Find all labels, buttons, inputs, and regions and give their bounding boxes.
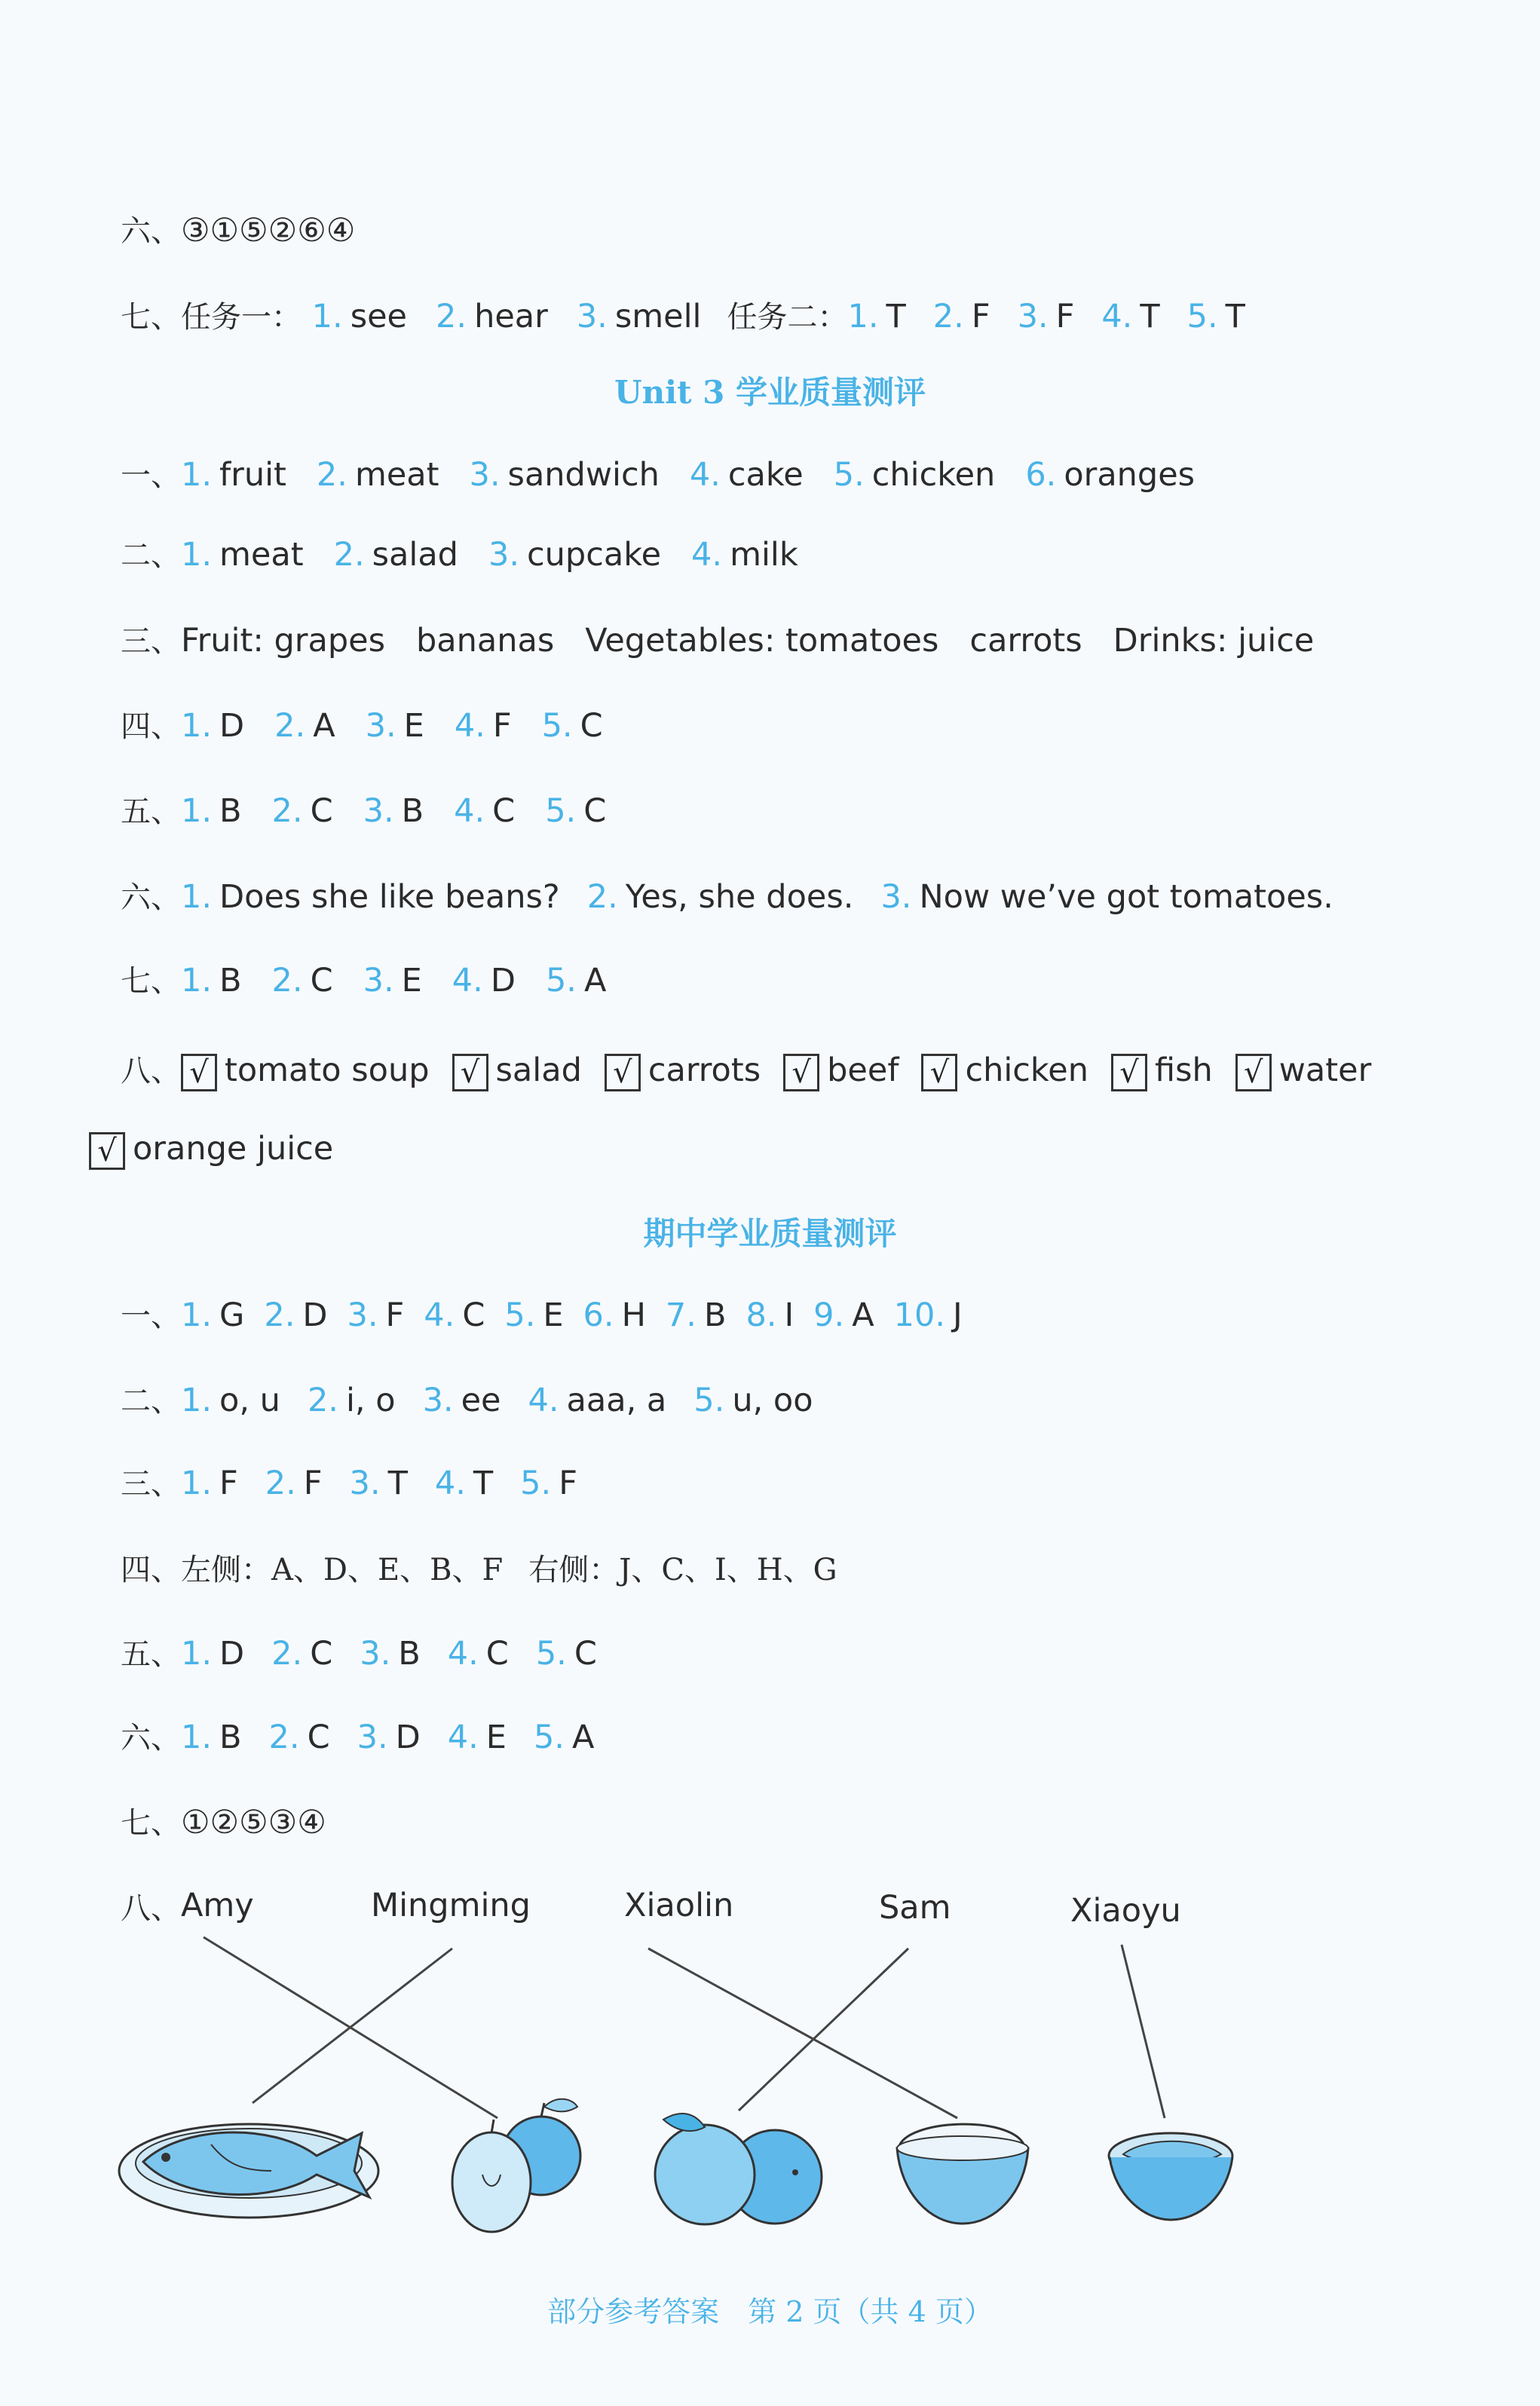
item-answer: E bbox=[485, 1719, 507, 1756]
item-number: 5. bbox=[504, 1296, 536, 1334]
item-number: 2. bbox=[333, 536, 365, 574]
item-answer: oranges bbox=[1064, 456, 1196, 494]
item-number: 1. bbox=[181, 1719, 213, 1756]
item-number: 2. bbox=[274, 707, 306, 745]
item-number: 2. bbox=[271, 962, 303, 999]
item-answer: A bbox=[313, 707, 335, 745]
item-answer: F bbox=[559, 1465, 577, 1502]
item-number: 2. bbox=[271, 792, 303, 830]
item-answer: meat bbox=[219, 536, 304, 574]
item-number: 3. bbox=[880, 878, 912, 916]
noodle-bowl-icon bbox=[1109, 2133, 1232, 2220]
midterm-line-1: 一、1. G 2. D 3. F 4. C 5. E 6. H 7. B 8. I 9. A 10. J bbox=[121, 1296, 963, 1334]
item-answer: meat bbox=[354, 456, 439, 494]
midterm-line-2: 二、1. o, u 2. i, o 3. ee 4. aaa, a 5. u, oo bbox=[121, 1382, 813, 1419]
check-box: √ bbox=[452, 1054, 488, 1091]
item-number: 4. bbox=[424, 1296, 455, 1334]
item-answer: F bbox=[971, 298, 990, 335]
midterm-line-8-label: 八、 bbox=[121, 1891, 181, 1926]
item-number: 2. bbox=[264, 1296, 295, 1334]
item-number: 3. bbox=[357, 1719, 388, 1756]
item-answer: fruit bbox=[219, 456, 286, 494]
item-answer: G bbox=[219, 1296, 245, 1334]
item-number: 2. bbox=[932, 298, 964, 335]
item-number: 1. bbox=[311, 298, 343, 335]
item-answer: o, u bbox=[219, 1382, 280, 1419]
unit3-line-3: 三、Fruit: grapes bananas Vegetables: tomatoes carrots Drinks: juice bbox=[121, 622, 1315, 660]
item-answer: C bbox=[462, 1296, 485, 1334]
check-box: √ bbox=[605, 1054, 641, 1091]
item-answer: E bbox=[401, 962, 422, 999]
item-answer: B bbox=[219, 792, 242, 830]
item-number: 1. bbox=[181, 536, 213, 574]
item-answer: cupcake bbox=[527, 536, 662, 574]
item-answer: milk bbox=[730, 536, 798, 574]
item-number: 5. bbox=[545, 792, 577, 830]
item-number: 10. bbox=[893, 1296, 946, 1334]
item-number: 5. bbox=[535, 1635, 567, 1673]
item-answer: J bbox=[953, 1296, 963, 1334]
midterm-title: 期中学业质量测评 bbox=[643, 1215, 897, 1252]
check-item-label: carrots bbox=[648, 1051, 761, 1089]
item-number: 1. bbox=[181, 878, 213, 916]
item-number: 4. bbox=[454, 792, 485, 830]
item-answer: C bbox=[492, 792, 516, 830]
item-answer: D bbox=[219, 707, 245, 745]
item-answer: D bbox=[490, 962, 516, 999]
rice-bowl-icon bbox=[897, 2124, 1028, 2224]
item-answer: C bbox=[583, 792, 607, 830]
item-number: 2. bbox=[265, 1465, 296, 1502]
item-answer: salad bbox=[372, 536, 458, 574]
item-answer: F bbox=[219, 1465, 238, 1502]
item-number: 3. bbox=[365, 707, 396, 745]
item-answer: u, oo bbox=[732, 1382, 813, 1419]
item-answer: F bbox=[1055, 298, 1075, 335]
answer-line-7a: 七、任务一： 1. see 2. hear 3. smell 任务二：1. T 2. F 3. F 4. T 5. T bbox=[121, 298, 1245, 335]
check-box: √ bbox=[1111, 1054, 1147, 1091]
item-answer: T bbox=[1140, 298, 1160, 335]
item-number: 1. bbox=[181, 1296, 213, 1334]
item-answer: sandwich bbox=[507, 456, 660, 494]
item-number: 2. bbox=[307, 1382, 338, 1419]
item-number: 1. bbox=[181, 792, 213, 830]
item-answer: C bbox=[485, 1635, 509, 1673]
item-number: 4. bbox=[434, 1465, 466, 1502]
item-answer: D bbox=[395, 1719, 421, 1756]
unit3-line-2: 二、1. meat 2. salad 3. cupcake 4. milk bbox=[121, 536, 798, 574]
item-answer: C bbox=[574, 1635, 597, 1673]
item-number: 5. bbox=[541, 707, 573, 745]
fish-plate-icon bbox=[119, 2124, 378, 2218]
item-answer: B bbox=[219, 1719, 242, 1756]
name-xiaoyu: Xiaoyu bbox=[1070, 1892, 1181, 1930]
item-answer: C bbox=[310, 962, 333, 999]
item-number: 4. bbox=[689, 456, 721, 494]
match-line-mingming bbox=[253, 1948, 452, 2103]
item-answer: F bbox=[492, 707, 512, 745]
unit3-title: Unit 3 学业质量测评 bbox=[614, 374, 926, 411]
item-answer: A bbox=[583, 962, 607, 999]
check-item-label: beef bbox=[827, 1051, 899, 1089]
item-answer: Yes, she does. bbox=[625, 878, 854, 916]
item-number: 5. bbox=[833, 456, 865, 494]
item-answer: A bbox=[571, 1719, 595, 1756]
item-number: 4. bbox=[454, 707, 485, 745]
item-number: 4. bbox=[452, 962, 483, 999]
name-xiaolin: Xiaolin bbox=[624, 1887, 734, 1924]
name-sam: Sam bbox=[879, 1889, 951, 1927]
item-number: 6. bbox=[1025, 456, 1057, 494]
unit3-line-6: 六、1. Does she like beans? 2. Yes, she does. 3. Now we’ve got tomatoes. bbox=[121, 878, 1333, 916]
midterm-line-4: 四、左侧：A、D、E、B、F 右侧：J、C、I、H、G bbox=[121, 1553, 837, 1587]
item-number: 6. bbox=[583, 1296, 614, 1334]
item-answer: aaa, a bbox=[566, 1382, 667, 1419]
unit3-line-5: 五、1. B 2. C 3. B 4. C 5. C bbox=[121, 792, 607, 830]
midterm-line-3: 三、1. F 2. F 3. T 4. T 5. F bbox=[121, 1465, 577, 1502]
item-number: 1. bbox=[181, 962, 213, 999]
item-answer: Now we’ve got tomatoes. bbox=[919, 878, 1333, 916]
item-answer: D bbox=[302, 1296, 328, 1334]
item-number: 5. bbox=[1186, 298, 1218, 335]
item-answer: A bbox=[852, 1296, 874, 1334]
apple-icon bbox=[452, 2099, 580, 2232]
item-answer: B bbox=[219, 962, 242, 999]
unit3-line-4: 四、1. D 2. A 3. E 4. F 5. C bbox=[121, 707, 603, 745]
unit3-line-7: 七、1. B 2. C 3. E 4. D 5. A bbox=[121, 962, 607, 999]
item-answer: smell bbox=[614, 298, 702, 335]
item-answer: I bbox=[784, 1296, 794, 1334]
midterm-line-5: 五、1. D 2. C 3. B 4. C 5. C bbox=[121, 1635, 597, 1673]
midterm-line-6: 六、1. B 2. C 3. D 4. E 5. A bbox=[121, 1719, 595, 1756]
page-footer: 部分参考答案 第 2 页（共 4 页） bbox=[547, 2295, 993, 2328]
answer-line-6a: 六、③①⑤②⑥④ bbox=[121, 212, 356, 249]
item-number: 2. bbox=[436, 298, 467, 335]
item-number: 5. bbox=[533, 1719, 565, 1756]
check-box: √ bbox=[1235, 1054, 1272, 1091]
item-number: 1. bbox=[847, 298, 879, 335]
item-answer: chicken bbox=[871, 456, 996, 494]
item-answer: Does she like beans? bbox=[219, 878, 560, 916]
check-item-label: water bbox=[1278, 1051, 1372, 1089]
unit3-line-8-wrap: √ orange juice bbox=[89, 1128, 333, 1170]
item-number: 5. bbox=[520, 1465, 552, 1502]
item-number: 3. bbox=[488, 536, 520, 574]
item-number: 8. bbox=[746, 1296, 777, 1334]
item-number: 7. bbox=[665, 1296, 697, 1334]
item-number: 1. bbox=[181, 1465, 213, 1502]
item-answer: see bbox=[350, 298, 408, 335]
item-number: 3. bbox=[363, 792, 394, 830]
item-answer: B bbox=[398, 1635, 421, 1673]
check-item-label: salad bbox=[495, 1051, 582, 1089]
unit3-line-8: 八、 √ tomato soup √ salad √ carrots √ beef √ chicken √ fish √ water bbox=[121, 1051, 1372, 1090]
item-number: 3. bbox=[347, 1296, 378, 1334]
name-mingming: Mingming bbox=[371, 1887, 531, 1924]
check-item-label: fish bbox=[1155, 1051, 1213, 1089]
item-number: 2. bbox=[268, 1719, 300, 1756]
item-number: 2. bbox=[316, 456, 347, 494]
item-number: 9. bbox=[813, 1296, 845, 1334]
item-number: 5. bbox=[693, 1382, 725, 1419]
item-answer: hear bbox=[474, 298, 548, 335]
midterm-line-7: 七、①②⑤③④ bbox=[121, 1804, 326, 1841]
item-answer: F bbox=[303, 1465, 323, 1502]
check-box: √ bbox=[89, 1132, 125, 1170]
item-answer: C bbox=[307, 1719, 330, 1756]
item-number: 5. bbox=[545, 962, 577, 999]
item-number: 3. bbox=[1017, 298, 1049, 335]
item-answer: D bbox=[219, 1635, 245, 1673]
item-answer: B bbox=[703, 1296, 727, 1334]
item-number: 4. bbox=[447, 1719, 479, 1756]
item-answer: T bbox=[473, 1465, 494, 1502]
item-answer: F bbox=[385, 1296, 405, 1334]
item-number: 1. bbox=[181, 707, 213, 745]
item-number: 3. bbox=[349, 1465, 381, 1502]
item-number: 3. bbox=[422, 1382, 454, 1419]
check-item-label: tomato soup bbox=[225, 1051, 430, 1089]
check-box: √ bbox=[921, 1054, 957, 1091]
item-number: 4. bbox=[691, 536, 723, 574]
item-answer: C bbox=[580, 707, 603, 745]
item-number: 4. bbox=[528, 1382, 559, 1419]
item-answer: B bbox=[401, 792, 424, 830]
item-answer: i, o bbox=[345, 1382, 396, 1419]
item-number: 3. bbox=[360, 1635, 391, 1673]
match-line-xiaolin bbox=[648, 1948, 957, 2118]
check-box: √ bbox=[783, 1054, 819, 1091]
item-answer: T bbox=[1225, 298, 1245, 335]
unit3-line-1: 一、1. fruit 2. meat 3. sandwich 4. cake 5. chicken 6. oranges bbox=[121, 456, 1196, 494]
item-answer: T bbox=[886, 298, 906, 335]
item-answer: C bbox=[310, 792, 333, 830]
check-item-label: chicken bbox=[965, 1051, 1089, 1089]
item-answer: E bbox=[543, 1296, 564, 1334]
item-number: 4. bbox=[1101, 298, 1133, 335]
match-line-sam bbox=[739, 1948, 908, 2111]
item-answer: E bbox=[403, 707, 424, 745]
item-number: 3. bbox=[363, 962, 394, 999]
item-number: 1. bbox=[181, 456, 213, 494]
item-answer: ee bbox=[461, 1382, 501, 1419]
item-number: 4. bbox=[447, 1635, 479, 1673]
item-answer: cake bbox=[727, 456, 804, 494]
name-amy: Amy bbox=[181, 1887, 254, 1924]
item-number: 3. bbox=[469, 456, 501, 494]
item-number: 1. bbox=[181, 1635, 213, 1673]
item-answer: T bbox=[387, 1465, 408, 1502]
item-number: 2. bbox=[271, 1635, 303, 1673]
check-box: √ bbox=[181, 1054, 217, 1091]
item-answer: H bbox=[621, 1296, 646, 1334]
item-number: 3. bbox=[576, 298, 608, 335]
item-number: 1. bbox=[181, 1382, 213, 1419]
item-number: 2. bbox=[586, 878, 618, 916]
orange-icon bbox=[655, 2114, 822, 2224]
item-answer: C bbox=[310, 1635, 333, 1673]
match-line-xiaoyu bbox=[1122, 1945, 1165, 2118]
